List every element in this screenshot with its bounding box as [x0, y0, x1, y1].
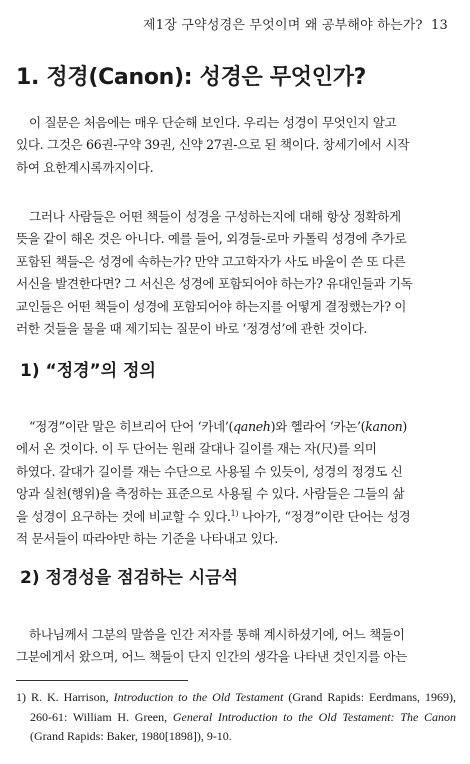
text-line: 적 문서들이 따라야만 하는 기준을 나타내고 있다. [16, 531, 278, 547]
text-line: 뜻을 같이 해온 것은 아니다. 예를 들어, 외경들-로마 카톨릭 성경에 추가로 [16, 231, 407, 247]
text-line: 에서 온 것이다. 이 두 단어는 원래 갈대나 길이를 재는 자(尺)를 의미 [16, 441, 377, 457]
footnote-text: (Grand Rapids: Eerdmans, 1969), 260-61: William H. Green, [30, 690, 456, 724]
footnote [16, 688, 456, 747]
section-title: 1. 정경(Canon): 성경은 무엇인가? [16, 65, 367, 90]
subsection-heading-criteria: 2) 정경성을 점검하는 시금석 [20, 568, 238, 588]
book-title: General Introduction to the Old Testament: The Canon [172, 709, 457, 724]
paragraph-criteria [16, 624, 456, 669]
book-title: Introduction to the Old Testament [113, 690, 284, 704]
footnote-text: R. K. Harrison, [26, 690, 114, 704]
page-number: 13 [431, 18, 448, 33]
text-line: 하나님께서 그분의 말씀을 인간 저자를 통해 계시하셨기에, 어느 책들이 [29, 627, 405, 642]
text-line: 앙과 실천(행위)을 측정하는 표준으로 사용될 수 있다. 사람들은 그들의 삶 [16, 486, 405, 502]
text-line: 하여 요한계시록까지이다. [16, 159, 154, 175]
text-line [16, 416, 456, 438]
paragraph-definition [16, 416, 456, 550]
text-run: )와 헬라어 ‘카논’( [270, 419, 366, 434]
paragraph-question [16, 206, 456, 340]
footnote-marker: 1) [16, 690, 26, 704]
text-line: 러한 것들을 물을 때 제기되는 질문이 바로 ‘정경성’에 관한 것이다. [16, 321, 368, 337]
text-line: 이 질문은 처음에는 매우 단순해 보인다. 우리는 성경이 무엇인지 알고 [29, 115, 397, 130]
footnote-divider [16, 680, 188, 681]
text-run: “정경”이란 말은 히브리어 단어 ‘카네’( [29, 419, 234, 434]
hebrew-transliteration: qaneh [233, 419, 271, 434]
greek-transliteration: kanon [365, 419, 403, 434]
text-line: 교인들은 어떤 책들이 성경에 포함되어야 하는지를 어떻게 결정했는가? 이 [16, 298, 407, 314]
text-line: 포함된 책들-은 성경에 속하는가? 만약 고고학자가 사도 바울이 쓴 또 다른 [16, 253, 406, 269]
text-run: ) [402, 419, 407, 434]
text-line: 하였다. 갈대가 길이를 재는 수단으로 사용될 수 있듯이, 성경의 정경도 신 [16, 463, 403, 479]
text-line: 그러나 사람들은 어떤 책들이 성경을 구성하는지에 대해 항상 정확하게 [29, 209, 401, 224]
subsection-heading-definition: 1) “정경”의 정의 [20, 361, 156, 381]
chapter-title: 제1장 구약성경은 무엇이며 왜 공부해야 하는가? [142, 18, 423, 33]
text-line: 서신을 발견한다면? 그 서신은 성경에 포함되어야 하는가? 유대인들과 기독 [16, 276, 413, 292]
text-run: 나아가, “정경”이란 단어는 성경 [238, 508, 411, 524]
footnote-reference: 1) [230, 508, 239, 518]
text-line [16, 506, 456, 528]
text-run: 을 성경이 요구하는 것에 비교할 수 있다. [16, 508, 231, 524]
text-line: 있다. 그것은 66권-구약 39권, 신약 27권-으로 된 책이다. 창세기에서 시작 [16, 137, 410, 153]
footnote-text: (Grand Rapids: Baker, 1980[1898]), 9-10. [30, 729, 232, 743]
paragraph-intro [16, 112, 456, 179]
text-line: 그분에게서 왔으며, 어느 책들이 단지 인간의 생각을 나타낸 것인지를 아는 [16, 649, 407, 665]
running-header [143, 14, 448, 33]
